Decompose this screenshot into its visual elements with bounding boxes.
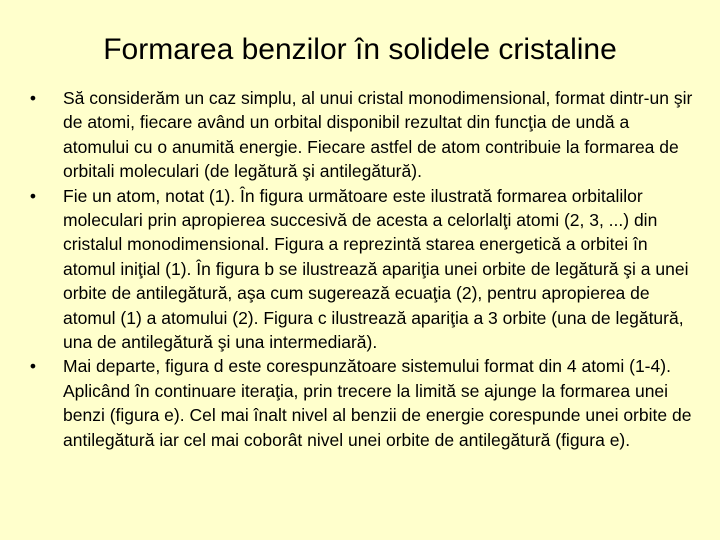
bullet-icon: • bbox=[29, 185, 37, 206]
bullet-list bbox=[26, 86, 698, 452]
bullet-icon: • bbox=[29, 356, 37, 377]
bullet-item-3 bbox=[26, 354, 698, 452]
bullet-icon: • bbox=[29, 88, 37, 108]
bullet-item-2 bbox=[26, 184, 698, 355]
bullet-text-1: Să considerăm un caz simplu, al unui cristal monodimensional, format dintr-un şir de atomi, fiecare având un orbital disponibil rezultat din funcţia de undă a atomului cu o anumită energie. Fiecare astfel de atom contribuie la formarea de orbitali moleculari (de legătură şi antilegătură). bbox=[63, 88, 693, 182]
bullet-text-3: Mai departe, figura d este corespunzătoare sistemului format din 4 atomi (1-4). Aplicând în continuare iteraţia, prin trecere la limită se ajunge la formarea unei benzi (figura e). Cel mai înalt nivel al benzii de energie corespunde unei orbite de antilegătură iar cel mai coborât nivel unei orbite de antilegătură (figura e). bbox=[63, 356, 692, 450]
bullet-text-2: Fie un atom, notat (1). În figura următoare este ilustrată formarea orbitalilor moleculari prin apropierea succesivă de acesta a celorlalţi atomi (2, 3, ...) din cristalul monodimensional. Figura a reprezintă starea energetică a orbitei în atomul iniţial (1). În figura b se ilustrează apariţia unei orbite de legătură şi a unei orbite de antilegătură, aşa cum sugerează ecuaţia (2), pentru apropierea de atomul (1) a atomului (2). Figura c ilustrează apariţia a 3 orbite (una de legătură, una de antilegătură şi una intermediară). bbox=[63, 185, 689, 353]
slide-title: Formarea benzilor în solidele cristaline bbox=[103, 33, 617, 66]
bullet-item-1 bbox=[26, 86, 698, 184]
